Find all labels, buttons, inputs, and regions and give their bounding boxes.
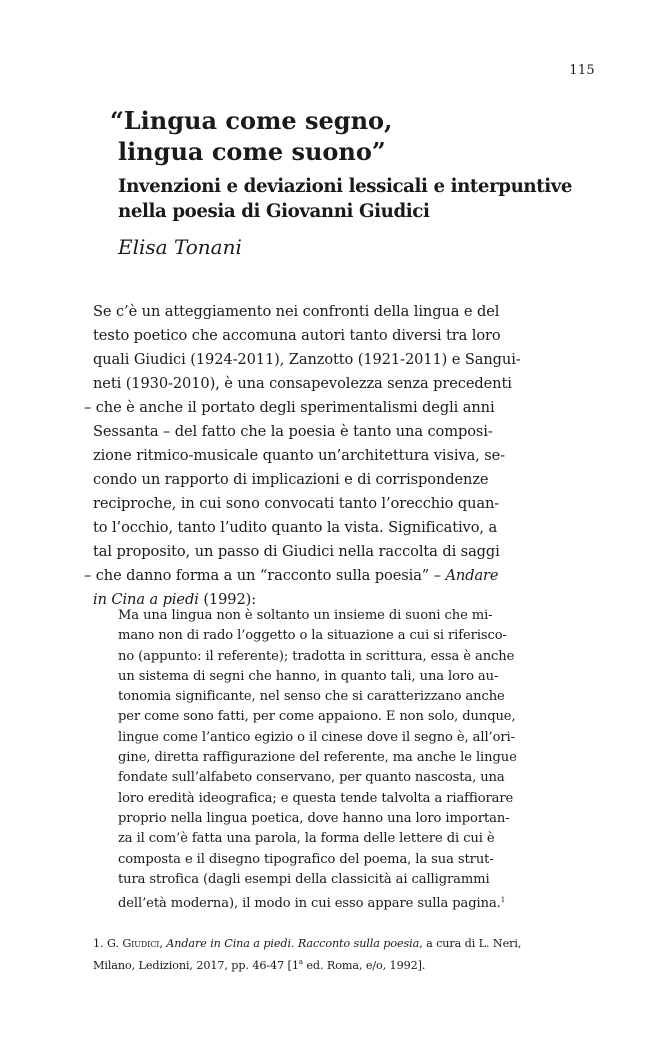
footnote-line: 1. G. Giudici, Andare in Cina a piedi. Racconto sulla poesia, a cura di L. Neri, bbox=[93, 937, 522, 950]
quote-line-text: dell’età moderna), il modo in cui esso appare sulla pagina. bbox=[118, 896, 501, 912]
body-line: condo un rapporto di implicazioni e di corrispondenze bbox=[93, 471, 489, 488]
chapter-subtitle-line: nella poesia di Giovanni Giudici bbox=[118, 201, 430, 222]
quote-line bbox=[118, 890, 548, 914]
body-paragraph bbox=[84, 300, 553, 612]
body-line: to l’occhio, tanto l’udito quanto la vista. Significativo, a bbox=[93, 519, 498, 536]
footnote-text: ed. Roma, e/o, 1992]. bbox=[302, 959, 426, 972]
footnote-author-surname: Giudici bbox=[122, 937, 160, 950]
edition-superscript: a bbox=[298, 958, 303, 966]
page-number: 115 bbox=[569, 63, 595, 78]
footnote-line bbox=[93, 953, 563, 975]
body-line: neti (1930-2010), è una consapevolezza senza precedenti bbox=[93, 375, 512, 392]
quote-line: loro eredità ideografica; e questa tende talvolta a riaffiorare bbox=[118, 790, 514, 806]
body-line bbox=[84, 564, 553, 588]
footnote-number: 1. bbox=[93, 937, 104, 950]
book-title-italic: Andare bbox=[445, 567, 499, 584]
quote-line: gine, diretta raffigurazione del referente, ma anche le lingue bbox=[118, 750, 517, 766]
body-line: zione ritmico-musicale quanto un’architettura visiva, se- bbox=[93, 447, 506, 464]
quote-line: tura strofica (dagli esempi della classicità ai calligrammi bbox=[118, 871, 490, 887]
footnote-author-initial: G. bbox=[106, 937, 119, 950]
block-quote bbox=[118, 606, 548, 914]
body-line-text: – che danno forma a un “racconto sulla poesia” – bbox=[84, 567, 441, 584]
quote-line: composta e il disegno tipografico del poema, la sua strut- bbox=[118, 851, 494, 867]
footnote-work-title: Andare in Cina a piedi. Racconto sulla poesia bbox=[166, 937, 420, 950]
body-line: quali Giudici (1924-2011), Zanzotto (1921-2011) e Sangui- bbox=[93, 351, 521, 368]
chapter-title-line: “Lingua come segno, bbox=[110, 106, 393, 135]
body-line: Se c’è un atteggiamento nei confronti della lingua e del bbox=[93, 303, 500, 320]
body-line: testo poetico che accomuna autori tanto diversi tra loro bbox=[93, 327, 501, 344]
quote-line: mano non di rado l’oggetto o la situazione a cui si riferisco- bbox=[118, 628, 507, 644]
quote-line: za il com’è fatta una parola, la forma delle lettere di cui è bbox=[118, 831, 495, 847]
book-title-italic: in Cina a piedi bbox=[93, 591, 199, 608]
body-line-text: (1992): bbox=[203, 591, 257, 608]
footnote-text: , a cura di L. Neri, bbox=[419, 937, 522, 950]
chapter-subtitle-line: Invenzioni e deviazioni lessicali e interpuntive bbox=[118, 176, 573, 197]
quote-line: tonomia significante, nel senso che si caratterizzano anche bbox=[118, 689, 505, 705]
quote-line: un sistema di segni che hanno, in quanto tali, una loro au- bbox=[118, 668, 499, 684]
body-line: tal proposito, un passo di Giudici nella raccolta di saggi bbox=[93, 543, 500, 560]
body-line: reciproche, in cui sono convocati tanto l’orecchio quan- bbox=[93, 495, 500, 512]
quote-line: lingue come l’antico egizio o il cinese dove il segno è, all’ori- bbox=[118, 729, 515, 745]
footnote-text: Milano, Ledizioni, 2017, pp. 46-47 [1 bbox=[93, 959, 299, 972]
footnote-reference[interactable]: 1 bbox=[500, 896, 506, 905]
footnote bbox=[93, 935, 563, 975]
chapter-title-line: lingua come suono” bbox=[118, 137, 386, 166]
chapter-title bbox=[110, 105, 580, 167]
chapter-subtitle bbox=[118, 174, 598, 224]
body-line: Sessanta – del fatto che la poesia è tanto una composi- bbox=[93, 423, 493, 440]
quote-line: no (appunto: il referente); tradotta in scrittura, essa è anche bbox=[118, 648, 515, 664]
quote-line: fondate sull’alfabeto conservano, per quanto nascosta, una bbox=[118, 770, 505, 786]
body-line: – che è anche il portato degli sperimentalismi degli anni bbox=[84, 399, 495, 416]
chapter-author: Elisa Tonani bbox=[118, 235, 242, 259]
quote-line: proprio nella lingua poetica, dove hanno una loro importan- bbox=[118, 810, 510, 826]
quote-line: per come sono fatti, per come appaiono. E non solo, dunque, bbox=[118, 709, 516, 725]
quote-line: Ma una lingua non è soltanto un insieme di suoni che mi- bbox=[118, 608, 493, 623]
